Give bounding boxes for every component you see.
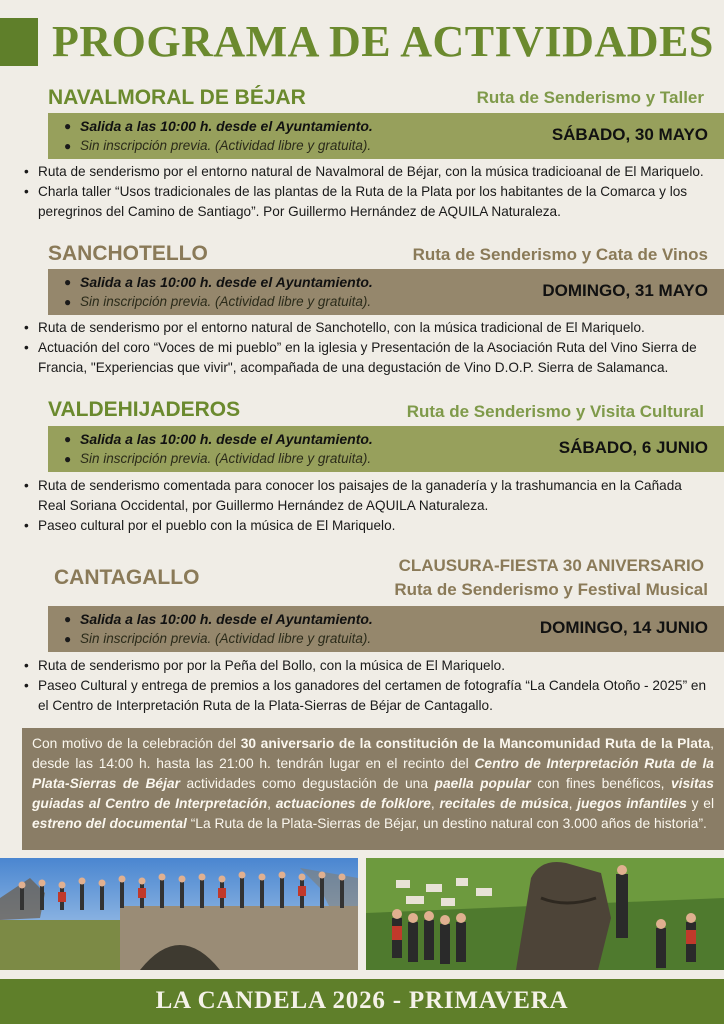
tree-visit-photo <box>366 858 724 970</box>
event-description <box>22 162 708 222</box>
footer-text: LA CANDELA 2026 - PRIMAVERA <box>155 987 569 1014</box>
event-info-band: ● Salida a las 10:00 h. desde el Ayuntamiento. ● Sin inscripción previa. (Actividad libre y gratuita). SÁBADO, 30 MAYO <box>48 113 724 159</box>
departure-text: Salida a las 10:00 h. desde el Ayuntamiento. <box>80 274 373 290</box>
registration-text: Sin inscripción previa. (Actividad libre y gratuita). <box>80 294 372 309</box>
event-town: VALDEHIJADEROS <box>48 398 241 421</box>
registration-text: Sin inscripción previa. (Actividad libre y gratuita). <box>80 451 372 466</box>
event-town: CANTAGALLO <box>54 566 200 589</box>
list-item: • Ruta de senderismo comentada para conocer los paisajes de la ganadería y la trashumancia en la Cañada Real Soriana Occidental, por Guillermo Hernández de AQUILA Naturaleza. <box>22 476 708 516</box>
departure-text: Salida a las 10:00 h. desde el Ayuntamiento. <box>80 611 373 627</box>
list-item: • Ruta de senderismo por el entorno natural de Sanchotello, con la música tradicional de El Mariquelo. <box>22 318 708 338</box>
event-description <box>22 476 708 536</box>
event-date: SÁBADO, 30 MAYO <box>551 125 708 144</box>
registration-text: Sin inscripción previa. (Actividad libre y gratuita). <box>80 138 372 153</box>
footer-banner <box>0 979 724 1024</box>
hikers-bridge-photo <box>0 858 358 970</box>
event-subtitle: Ruta de Senderismo y Taller <box>476 88 704 107</box>
event-date: DOMINGO, 31 MAYO <box>542 281 708 300</box>
event-description <box>22 656 708 716</box>
event-info-band: ● Salida a las 10:00 h. desde el Ayuntamiento. ● Sin inscripción previa. (Actividad libre y gratuita). DOMINGO, 14 JUNIO <box>48 606 724 652</box>
list-item: • Actuación del coro “Voces de mi pueblo” en la iglesia y Presentación de la Asociación Ruta del Vino Sierra de Francia, "Experiencias que vivir", acompañada de una degustación de Vino D.O.P. Sierra de Salamanca. <box>22 338 708 378</box>
event-date: SÁBADO, 6 JUNIO <box>558 438 708 457</box>
page-title: PROGRAMA DE ACTIVIDADES <box>52 17 714 66</box>
registration-text: Sin inscripción previa. (Actividad libre y gratuita). <box>80 631 372 646</box>
event-subtitle: Ruta de Senderismo y Cata de Vinos <box>412 245 708 264</box>
event-town: SANCHOTELLO <box>48 242 208 265</box>
anniversary-paragraph: Con motivo de la celebración del 30 aniversario de la constitución de la Mancomunidad Ruta de la Plata, desde las 14:00 h. hasta las 21:00 h. tendrán lugar en el recinto del Centro de Interpretación Ruta de la Plata-Sierras de Béjar actividades como degustación de una paella popular con fines benéficos, visitas guiadas al Centro de Interpretación, actuaciones de folklore, recitales de música, juegos infantiles y el estreno del documental “La Ruta de la Plata-Sierras de Béjar, un destino natural con 3.000 años de historia”. <box>32 736 715 831</box>
event-subtitle-top: CLAUSURA-FIESTA 30 ANIVERSARIO <box>398 556 704 575</box>
event-info-band: ● Salida a las 10:00 h. desde el Ayuntamiento. ● Sin inscripción previa. (Actividad libre y gratuita). SÁBADO, 6 JUNIO <box>48 426 724 472</box>
list-item: • Paseo Cultural y entrega de premios a los ganadores del certamen de fotografía “La Candela Otoño - 2025” en el Centro de Interpretación Ruta de la Plata-Sierras de Béjar de Cantagallo. <box>22 676 708 716</box>
event-info-band: ● Salida a las 10:00 h. desde el Ayuntamiento. ● Sin inscripción previa. (Actividad libre y gratuita). DOMINGO, 31 MAYO <box>48 269 724 315</box>
event-date: DOMINGO, 14 JUNIO <box>539 618 708 637</box>
departure-text: Salida a las 10:00 h. desde el Ayuntamiento. <box>80 431 373 447</box>
list-item: • Paseo cultural por el pueblo con la música de El Mariquelo. <box>22 516 708 536</box>
title-accent-block <box>0 18 38 66</box>
list-item: • Charla taller “Usos tradicionales de las plantas de la Ruta de la Plata por los habitantes de la Comarca y los peregrinos del Camino de Santiago”. Por Guillermo Hernández de AQUILA Naturaleza. <box>22 182 708 222</box>
event-subtitle: Ruta de Senderismo y Visita Cultural <box>406 402 704 421</box>
list-item: • Ruta de senderismo por por la Peña del Bollo, con la música de El Mariquelo. <box>22 656 708 676</box>
anniversary-info-box <box>22 728 724 850</box>
event-town: NAVALMORAL DE BÉJAR <box>48 86 306 109</box>
list-item: • Ruta de senderismo por el entorno natural de Navalmoral de Béjar, con la música tradicioanal de El Mariquelo. <box>22 162 708 182</box>
departure-text: Salida a las 10:00 h. desde el Ayuntamiento. <box>80 118 373 134</box>
event-description <box>22 318 708 378</box>
event-subtitle: Ruta de Senderismo y Festival Musical <box>394 580 708 599</box>
